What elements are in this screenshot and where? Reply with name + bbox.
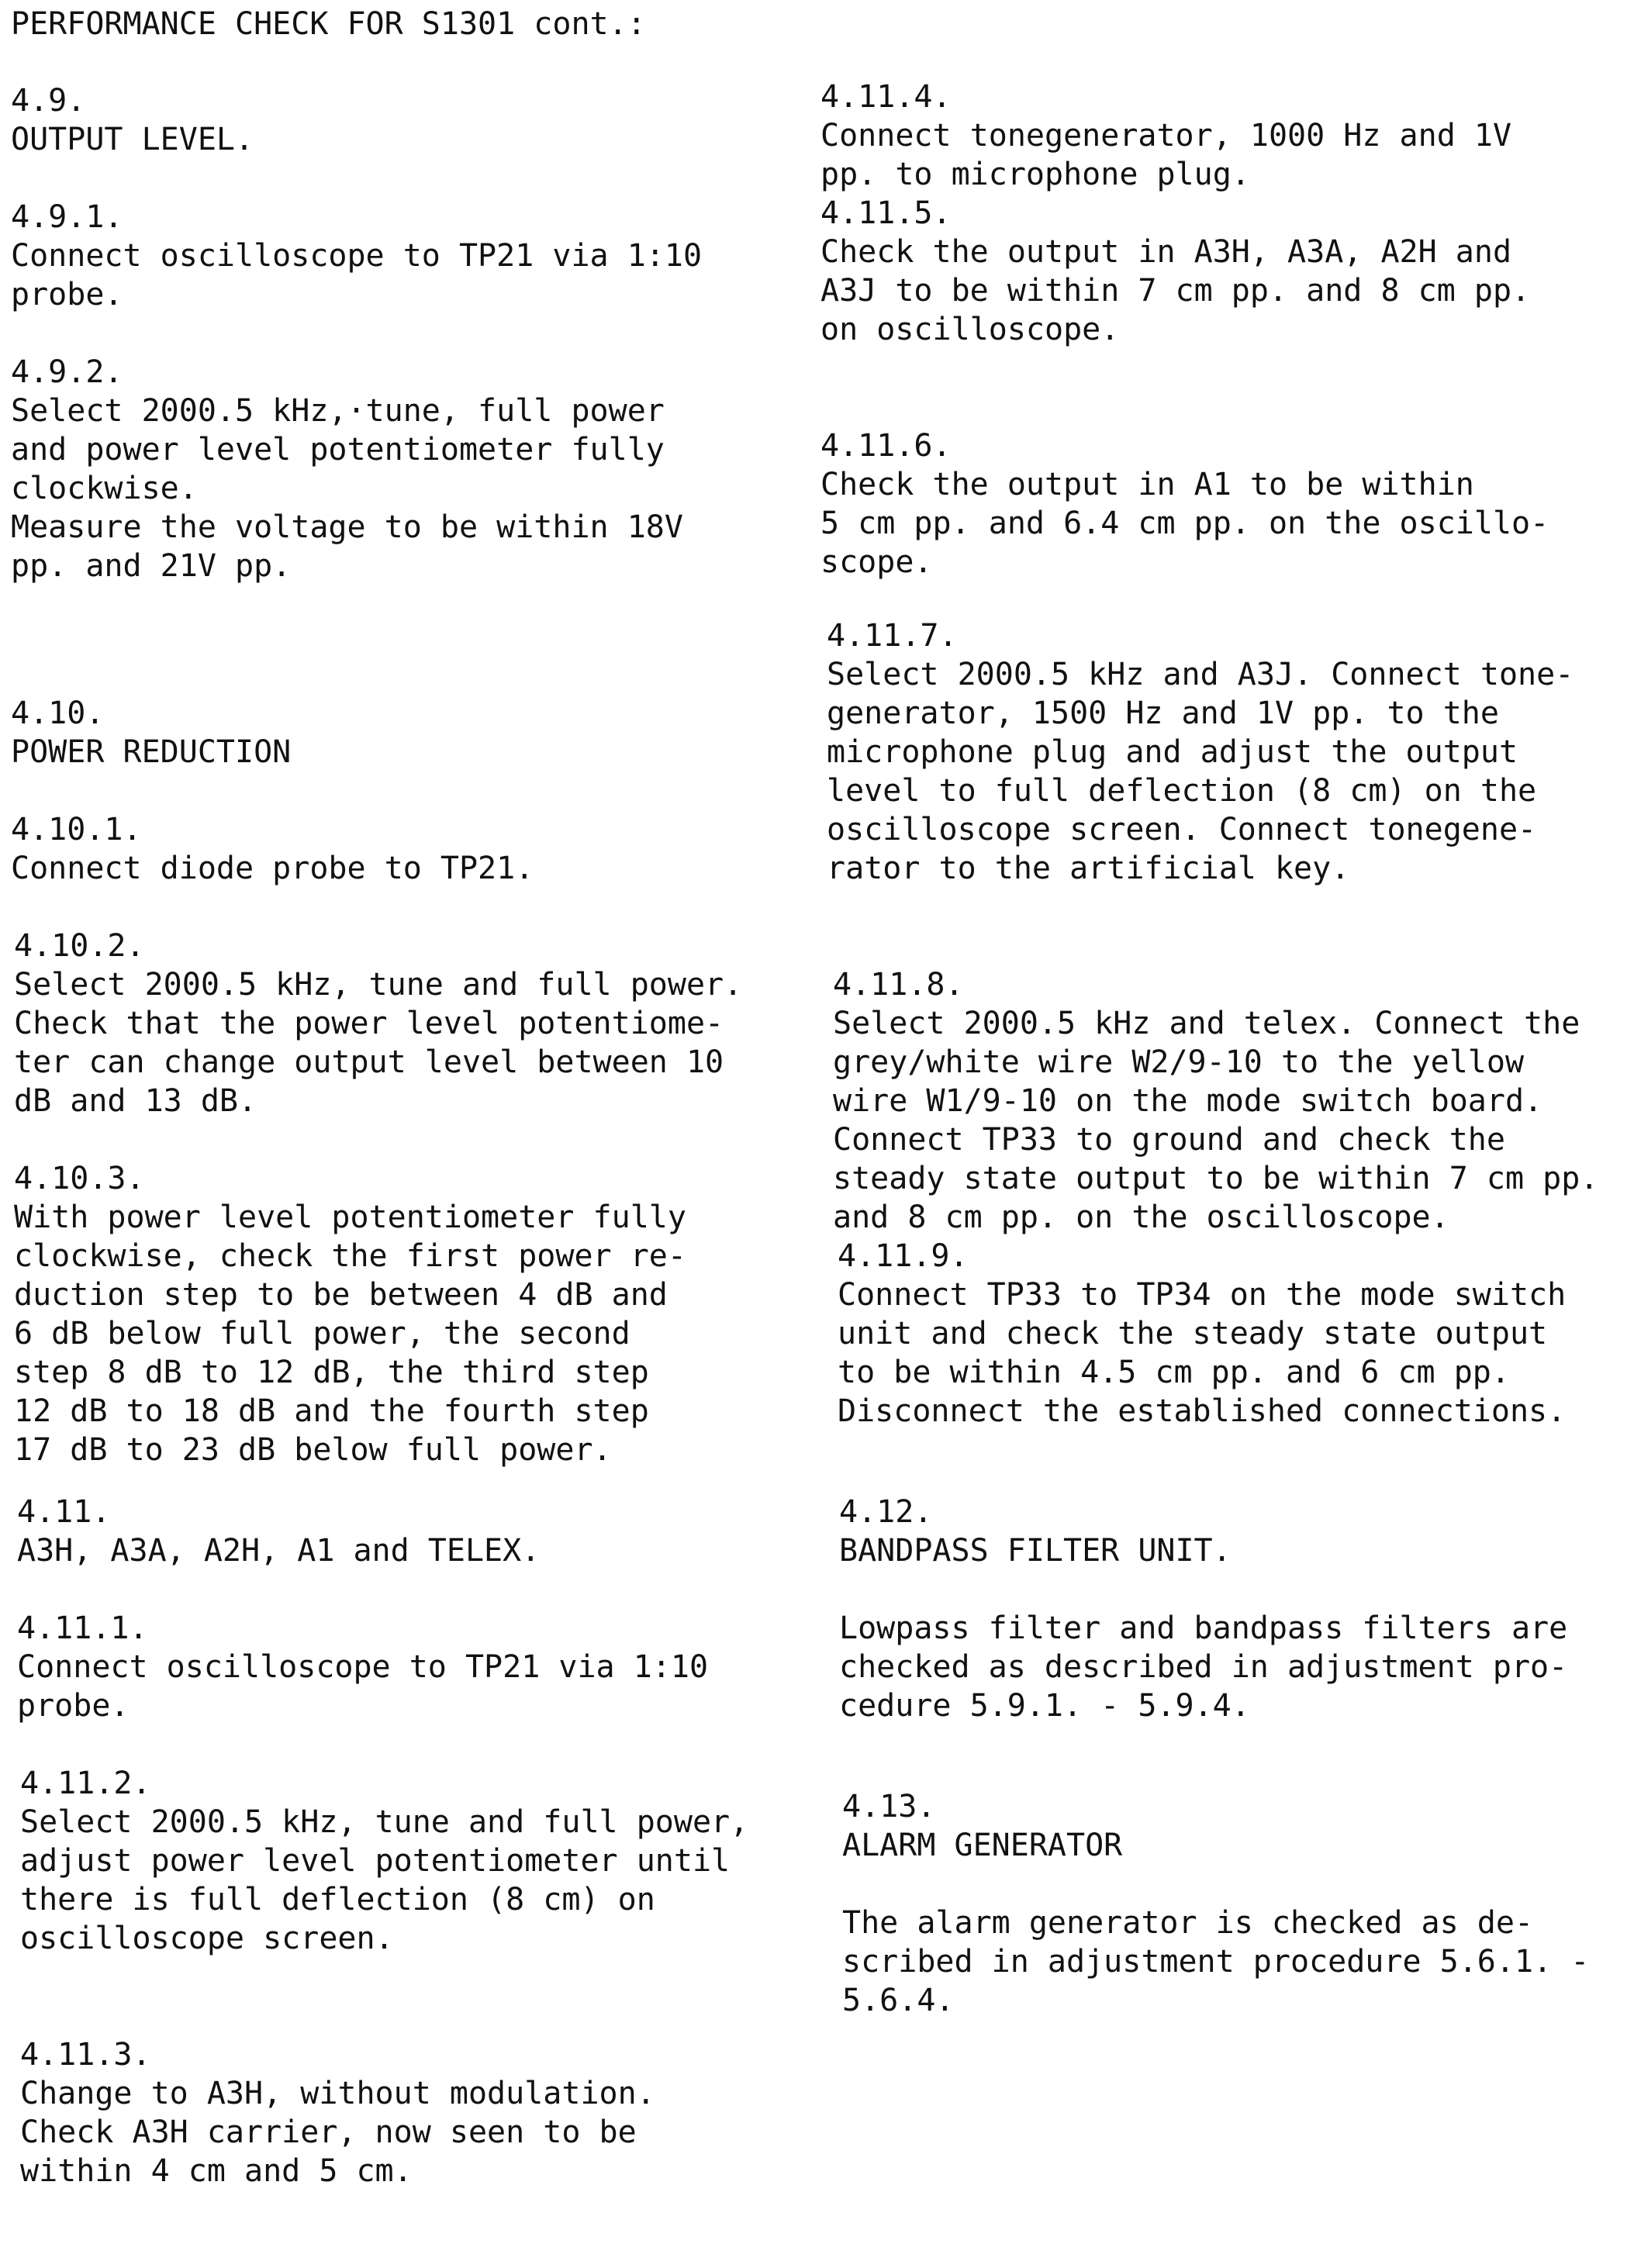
section-4-11-2 (20, 1764, 748, 1958)
section-body (820, 465, 1549, 582)
section-number: 4.11.6. (820, 428, 952, 464)
body-line: generator, 1500 Hz and 1V pp. to the (827, 696, 1499, 731)
body-line: probe. (11, 277, 123, 312)
body-line: and power level potentiometer fully (11, 432, 665, 468)
section-number: 4.11.7. (827, 618, 958, 654)
section-body (827, 655, 1574, 888)
section-number: 4.10.1. (11, 812, 142, 847)
section-number: 4.10. (11, 696, 105, 731)
section-number: 4.10.3. (14, 1161, 145, 1196)
section-4-9-1 (11, 198, 702, 314)
body-line: unit and check the steady state output (838, 1316, 1548, 1351)
body-line: ter can change output level between 10 (14, 1044, 724, 1080)
body-line: scope. (820, 544, 933, 580)
section-body (17, 1648, 708, 1725)
body-line: clockwise, check the first power re- (14, 1238, 686, 1274)
body-line: within 4 cm and 5 cm. (20, 2153, 413, 2189)
section-number: 4.9. (11, 83, 86, 119)
body-line: and 8 cm pp. on the oscilloscope. (833, 1200, 1449, 1235)
section-number: 4.9.2. (11, 354, 123, 390)
section-number: 4.11.8. (833, 967, 964, 1003)
section-4-11-1 (17, 1609, 708, 1725)
body-line: cedure 5.9.1. - 5.9.4. (839, 1688, 1250, 1724)
section-body (14, 1198, 686, 1469)
page-header: PERFORMANCE CHECK FOR S1301 cont.: (11, 6, 646, 42)
body-line: grey/white wire W2/9-10 to the yellow (833, 1044, 1525, 1080)
section-body (11, 236, 702, 314)
body-line: oscilloscope screen. (20, 1921, 394, 1956)
section-4-11 (17, 1493, 540, 1570)
body-line: there is full deflection (8 cm) on (20, 1882, 655, 1918)
body-line: Connect diode probe to TP21. (11, 851, 534, 886)
section-4-10-1 (11, 810, 534, 888)
section-number: 4.11.1. (17, 1610, 148, 1646)
body-line: Select 2000.5 kHz, tune and full power, (20, 1804, 749, 1840)
body-line: step 8 dB to 12 dB, the third step (14, 1355, 649, 1390)
body-line: Check that the power level potentiome- (14, 1006, 724, 1041)
body-line: Select 2000.5 kHz and A3J. Connect tone- (827, 657, 1574, 692)
body-line: scribed in adjustment procedure 5.6.1. - (842, 1944, 1590, 1980)
section-number: 4.9.1. (11, 199, 123, 235)
body-line: pp. to microphone plug. (820, 157, 1250, 192)
section-4-10-2 (14, 927, 742, 1120)
body-line: Check A3H carrier, now seen to be (20, 2114, 637, 2150)
body-line: 17 dB to 23 dB below full power. (14, 1432, 612, 1468)
section-4-11-4 (820, 78, 1511, 194)
section-4-12 (839, 1493, 1232, 1570)
section-number: 4.10.2. (14, 928, 145, 964)
section-4-9-2 (11, 353, 683, 585)
body-line: dB and 13 dB. (14, 1083, 257, 1119)
section-4-9 (11, 81, 254, 159)
body-line: adjust power level potentiometer until (20, 1843, 731, 1879)
body-line: duction step to be between 4 dB and (14, 1277, 668, 1313)
section-title: POWER REDUCTION (11, 734, 292, 770)
body-line: Disconnect the established connections. (838, 1393, 1567, 1429)
body-line: Connect TP33 to ground and check the (833, 1122, 1505, 1158)
section-title: ALARM GENERATOR (842, 1828, 1123, 1863)
body-line: Lowpass filter and bandpass filters are (839, 1610, 1568, 1646)
body-line: Select 2000.5 kHz,·tune, full power (11, 393, 665, 429)
body-line: to be within 4.5 cm pp. and 6 cm pp. (838, 1355, 1510, 1390)
section-number: 4.11.9. (838, 1238, 969, 1274)
body-line: on oscilloscope. (820, 312, 1120, 347)
section-4-11-7 (827, 616, 1574, 888)
section-body (842, 1904, 1589, 2020)
body-line: Check the output in A1 to be within (820, 467, 1474, 502)
section-4-11-8 (833, 965, 1598, 1237)
body-line: checked as described in adjustment pro- (839, 1649, 1568, 1685)
section-number: 4.11.3. (20, 2037, 151, 2073)
body-line: oscilloscope screen. Connect tonegene- (827, 812, 1537, 847)
body-line: wire W1/9-10 on the mode switch board. (833, 1083, 1543, 1119)
section-body (820, 233, 1530, 349)
section-body (833, 1004, 1598, 1237)
body-line: A3J to be within 7 cm pp. and 8 cm pp. (820, 273, 1531, 309)
section-4-11-9 (838, 1237, 1566, 1431)
body-line: 12 dB to 18 dB and the fourth step (14, 1393, 649, 1429)
section-body (839, 1609, 1567, 1725)
body-line: 6 dB below full power, the second (14, 1316, 630, 1351)
body-line: Change to A3H, without modulation. (20, 2076, 655, 2111)
section-title: OUTPUT LEVEL. (11, 122, 254, 157)
body-line: Connect TP33 to TP34 on the mode switch (838, 1277, 1567, 1313)
section-number: 4.12. (839, 1494, 933, 1530)
section-number: 4.13. (842, 1789, 936, 1824)
body-line: Connect tonegenerator, 1000 Hz and 1V (820, 118, 1512, 154)
body-line: microphone plug and adjust the output (827, 734, 1518, 770)
section-4-11-6 (820, 426, 1549, 582)
section-4-10 (11, 694, 291, 772)
section-4-11-3 (20, 2035, 655, 2190)
section-number: 4.11.5. (820, 195, 952, 231)
section-right-paragraph-7 (839, 1609, 1567, 1725)
section-4-10-3 (14, 1159, 686, 1469)
body-line: Measure the voltage to be within 18V (11, 509, 683, 545)
section-body (14, 965, 742, 1120)
section-body (20, 1803, 748, 1958)
body-line: Select 2000.5 kHz, tune and full power. (14, 967, 743, 1003)
body-line: Connect oscilloscope to TP21 via 1:10 (17, 1649, 709, 1685)
body-line: steady state output to be within 7 cm pp. (833, 1161, 1599, 1196)
section-right-paragraph-9 (842, 1904, 1589, 2020)
section-4-11-5 (820, 194, 1530, 349)
body-line: rator to the artificial key. (827, 851, 1350, 886)
body-line: level to full deflection (8 cm) on the (827, 773, 1537, 809)
section-4-13 (842, 1787, 1122, 1865)
section-body (11, 392, 683, 585)
body-line: probe. (17, 1688, 130, 1724)
section-body (20, 2074, 655, 2190)
section-body (820, 116, 1511, 194)
body-line: Select 2000.5 kHz and telex. Connect the (833, 1006, 1580, 1041)
body-line: Connect oscilloscope to TP21 via 1:10 (11, 238, 703, 274)
body-line: 5 cm pp. and 6.4 cm pp. on the oscillo- (820, 506, 1549, 541)
section-title: A3H, A3A, A2H, A1 and TELEX. (17, 1533, 541, 1569)
body-line: pp. and 21V pp. (11, 548, 292, 584)
section-body (11, 849, 534, 888)
body-line: Check the output in A3H, A3A, A2H and (820, 234, 1512, 270)
body-line: With power level potentiometer fully (14, 1200, 686, 1235)
section-number: 4.11.4. (820, 79, 952, 115)
section-body (838, 1276, 1566, 1431)
section-number: 4.11. (17, 1494, 111, 1530)
body-line: 5.6.4. (842, 1983, 955, 2018)
section-number: 4.11.2. (20, 1766, 151, 1801)
body-line: The alarm generator is checked as de- (842, 1905, 1534, 1941)
section-title: BANDPASS FILTER UNIT. (839, 1533, 1232, 1569)
body-line: clockwise. (11, 471, 198, 506)
